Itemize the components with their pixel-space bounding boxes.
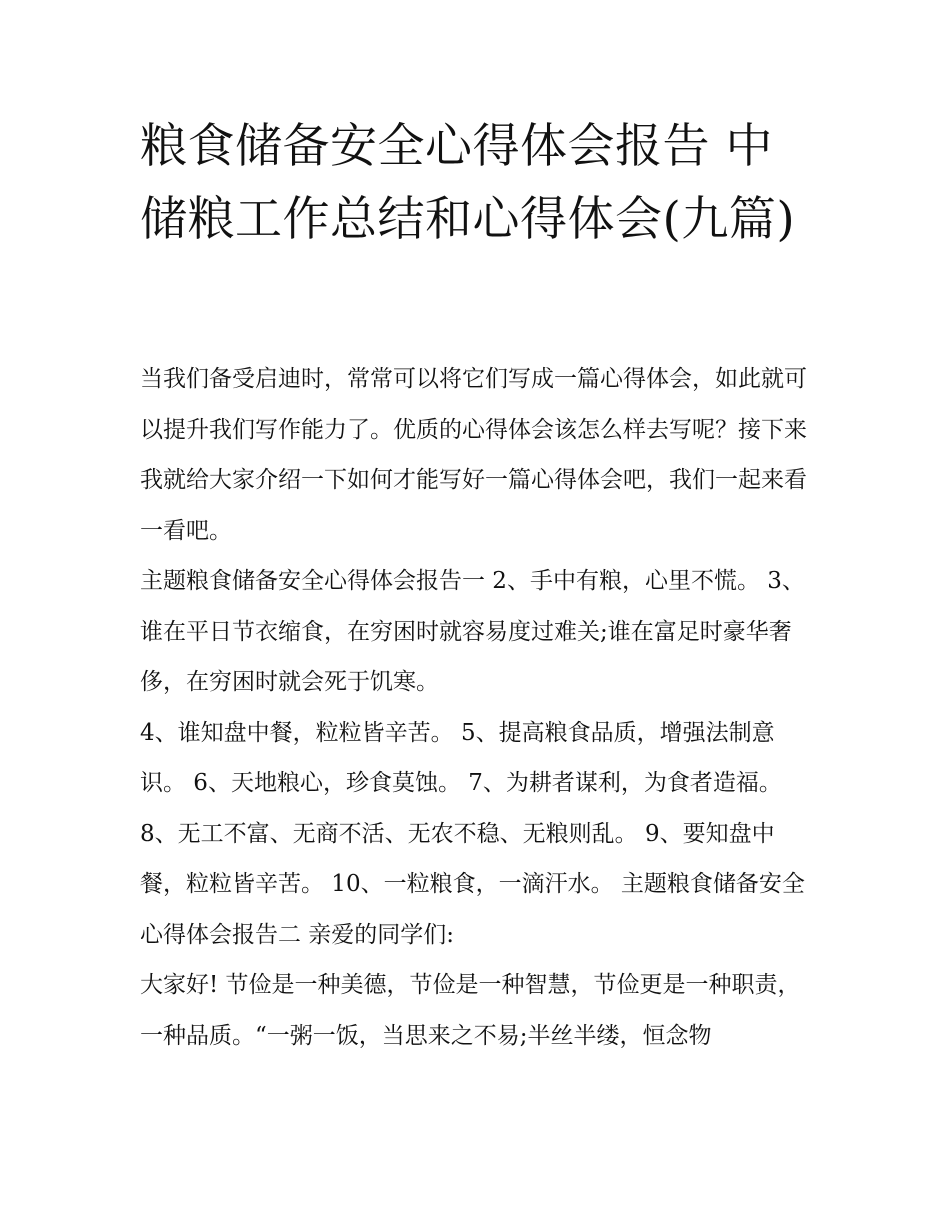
- document-body: [140, 354, 820, 1061]
- paragraph-slogans-4-7: 4、谁知盘中餐，粒粒皆辛苦。 5、提高粮食品质，增强法制意识。 6、天地粮心，珍食莫蚀。 7、为耕者谋利，为食者造福。: [140, 719, 782, 796]
- paragraph-slogans-8-10: 8、无工不富、无商不活、无农不稳、无粮则乱。 9、要知盘中餐，粒粒皆辛苦。 10、一粒粮食，一滴汗水。 主题粮食储备安全心得体会报告二 亲爱的同学们:: [140, 820, 805, 948]
- document-title: 粮食储备安全心得体会报告 中储粮工作总结和心得体会(九篇): [140, 119, 796, 247]
- paragraph-intro: 当我们备受启迪时，常常可以将它们写成一篇心得体会，如此就可以提升我们写作能力了。优质的心得体会该怎么样去写呢？接下来我就给大家介绍一下如何才能写好一篇心得体会吧，我们一起来看一看吧。: [140, 366, 807, 544]
- paragraph-speech-opening: 大家好! 节俭是一种美德，节俭是一种智慧，节俭更是一种职责，一种品质。“一粥一饭，当思来之不易;半丝半缕，恒念物: [140, 972, 801, 1049]
- paragraph-report-one: 主题粮食储备安全心得体会报告一 2、手中有粮，心里不慌。 3、谁在平日节衣缩食，在穷困时就容易度过难关;谁在富足时豪华奢侈，在穷困时就会死于饥寒。: [140, 568, 805, 695]
